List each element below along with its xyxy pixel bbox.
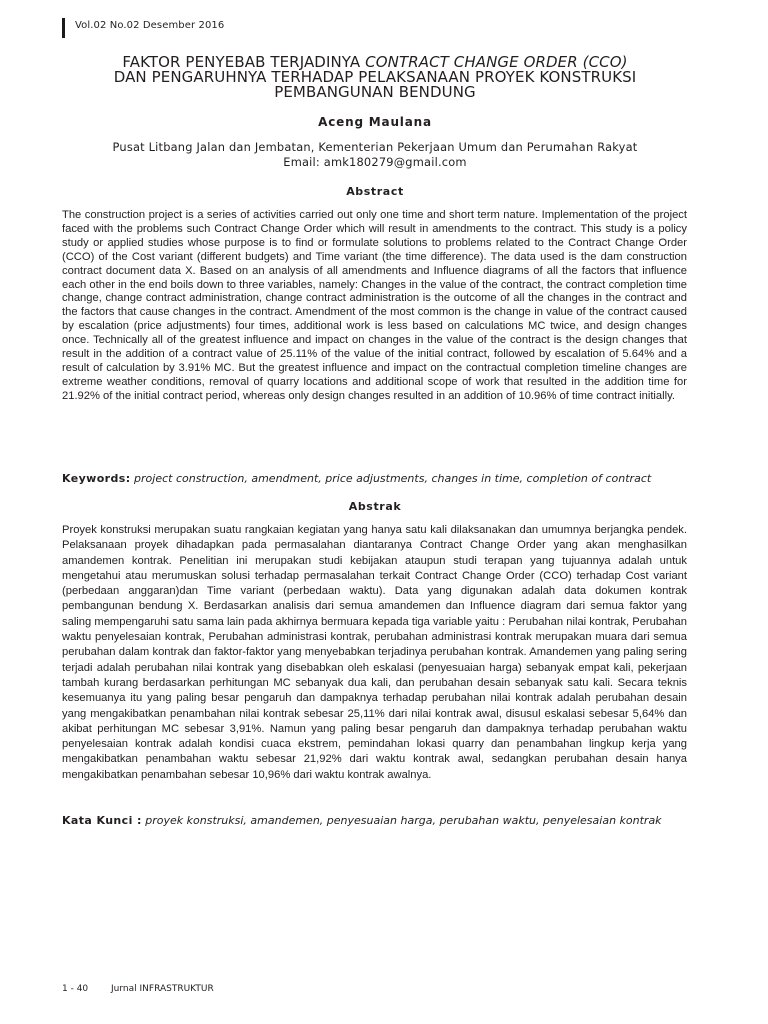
abstract-heading: Abstract	[346, 185, 404, 198]
journal-name: Jurnal INFRASTRUKTUR	[111, 984, 214, 994]
kata-kunci	[62, 814, 692, 827]
paper-title	[60, 55, 690, 100]
abstrak-body: Proyek konstruksi merupakan suatu rangkaian kegiatan yang hanya satu kali dilaksanakan dan umumnya berjangka pendek. Pelaksanaan proyek dihadapkan pada permasalahan diantaranya Contract Change Order yang akan menghasilkan amandemen kontrak. Penelitian ini merupakan studi kebijakan ataupun studi terapan yang tujuannya adalah untuk mengetahui atau merumuskan solusi terhadap permasalahan terkait Contract Change Order (CCO) terhadap Cost variant (perbedaan anggaran)dan Time variant (perbedaan waktu). Data yang digunakan adalah data dokumen kontrak pembangunan bendung X. Berdasarkan analisis dari semua amandemen dan Influence diagram dari semua faktor yang saling mempengaruhi satu sama lain pada akhirnya bermuara kepada tiga variable yaitu : Perubahan nilai kontrak, Perubahan waktu penyelesaian kontrak, Perubahan administrasi kontrak, perubahan administrasi kontrak merupakan muara dari semua perubahan dalam kontrak dan faktor-faktor yang menyebabkan terjadinya perubahan kontrak. Amandemen yang paling sering terjadi adalah perubahan nilai kontrak yang disebabkan oleh eskalasi (penyesuaian harga) sebanyak empat kali, pekerjaan tambah kurang berdasarkan perhitungan MC sebanyak dua kali, dan perubahan desain sebanyak satu kali. Secara teknis kesemuanya itu yang paling besar pengaruh dan dampaknya terhadap perubahan nilai kontrak adalah perubahan desain yang mengakibatkan penambahan nilai kontrak sebesar 25,11% dari nilai kontrak awal, disusul eskalasi sebesar 5,64% dan akibat perhitungan MC sebesar 3,91%. Namun yang paling besar pengaruh dan dampaknya terhadap perubahan waktu penyelesaian kontrak adalah kondisi cuaca ekstrem, pemindahan lokasi quarry dan penambahan lingkup kerja yang mengakibatkan penambahan waktu sebesar 21,92% dari waktu kontrak awal, sedangkan perubahan desain hanya mengakibatkan penambahan sebesar 10,96% dari waktu kontrak awalnya.	[62, 524, 687, 781]
kata-kunci-text: proyek konstruksi, amandemen, penyesuaian harga, perubahan waktu, penyelesaian kontrak	[145, 814, 662, 827]
keywords-label: Keywords:	[62, 472, 131, 485]
keywords	[62, 472, 692, 485]
abstract-body: The construction project is a series of activities carried out only one time and short term nature. Implementation of the project faced with the problems such Contract Change Order which will result in amendments to the contract. This study is a policy study or applied studies whose purpose is to find or formulate solutions to problems related to the Contract Change Order (CCO) of the Cost variant (different budgets) and Time variant (the time difference). The data used is the dam construction contract document data X. Based on an analysis of all amendments and Influence diagrams of all the factors that influence each other in the end boils down to three variables, namely: Changes in the value of the contract, the contract completion time change, change contract administration, change contract administration is the outcome of all the changes in the contract and the factors that cause changes in the contract. Amendment of the most common is the change in value of the contract caused by escalation (price adjustments) four times, additional work is less based on calculations MC twice, and design changes once. Technically all of the greatest influence and impact on changes in the value of the contract is the design changes that result in the addition of a contract value of 25.11% of the value of the initial contract, followed by escalation of 5.64% and a result of calculation by 3.91% MC. But the greatest influence and impact on the contractual completion timeline changes are extreme weather conditions, removal of quarry locations and additional scope of work that resulted in the addition time for 21.92% of the initial contract period, whereas only design changes resulted in an addition of 10.96% of time contract initially.	[62, 209, 687, 402]
title-line-1-italic: CONTRACT CHANGE ORDER (CCO)	[365, 53, 628, 71]
institution: Pusat Litbang Jalan dan Jembatan, Kementerian Pekerjaan Umum dan Perumahan Rakyat	[112, 140, 638, 154]
kata-kunci-label: Kata Kunci :	[62, 814, 142, 827]
author-email: Email: amk180279@gmail.com	[283, 155, 467, 169]
keywords-text: project construction, amendment, price adjustments, changes in time, completion of contract	[134, 472, 652, 485]
author-name: Aceng Maulana	[318, 115, 432, 129]
header-rule	[62, 18, 65, 38]
title-line-2: DAN PENGARUHNYA TERHADAP PELAKSANAAN PROYEK KONSTRUKSI	[113, 68, 637, 86]
title-line-3: PEMBANGUNAN BENDUNG	[274, 83, 476, 101]
affiliation	[60, 140, 690, 170]
page-footer	[62, 984, 214, 994]
page-number: 1 - 40	[62, 984, 89, 994]
title-line-1-prefix: FAKTOR PENYEBAB TERJADINYA	[122, 53, 366, 71]
volume-info: Vol.02 No.02 Desember 2016	[75, 20, 225, 31]
abstrak-heading: Abstrak	[348, 500, 402, 513]
